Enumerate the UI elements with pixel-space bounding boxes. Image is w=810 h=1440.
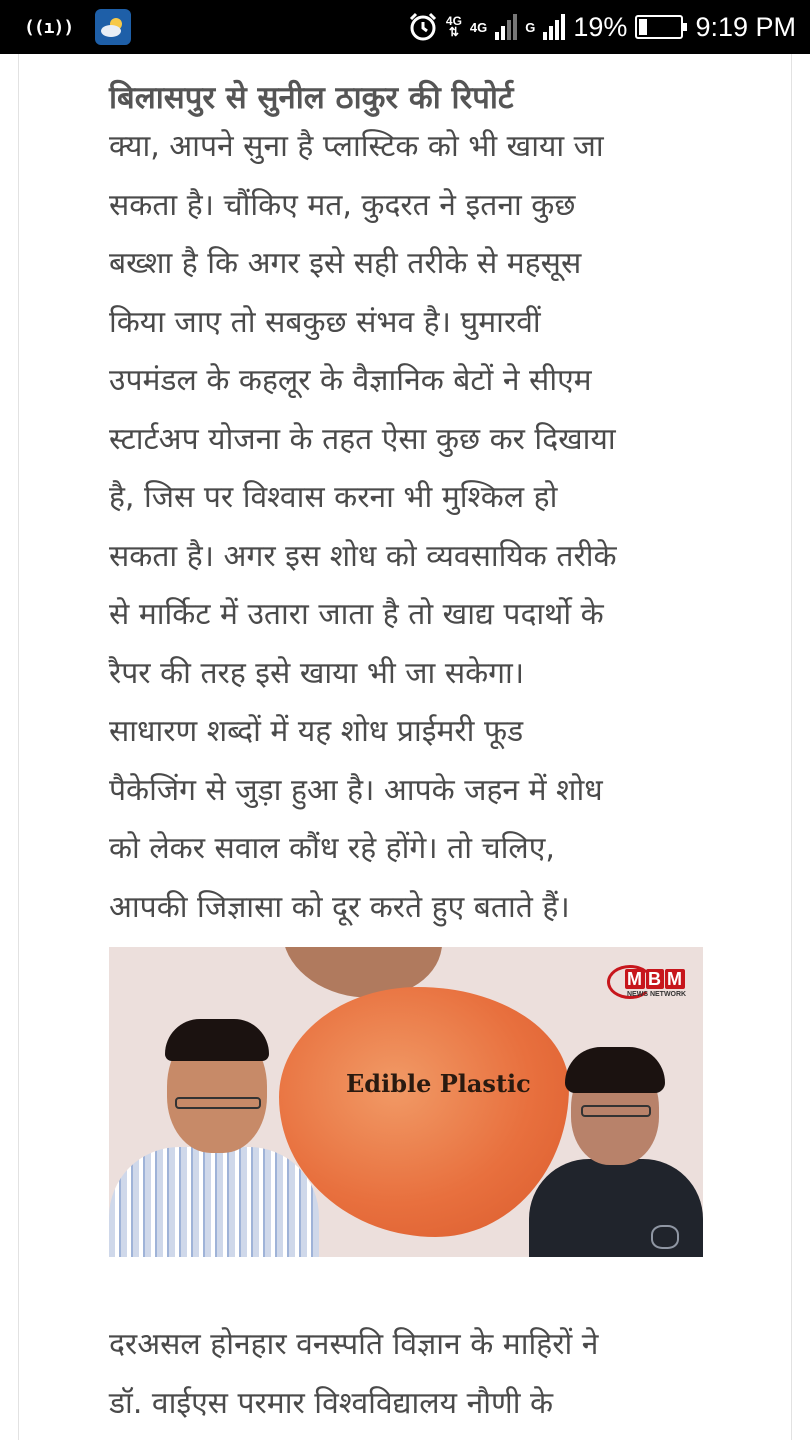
person-right-graphic: [529, 1047, 703, 1257]
paragraph-line: दरअसल होनहार वनस्पति विज्ञान के माहिरों ने: [109, 1327, 599, 1362]
article-paragraph-2: [109, 1316, 709, 1433]
signal-sim2-icon: [543, 14, 565, 40]
battery-percent: 19%: [573, 11, 628, 42]
image-caption-text: Edible Plastic: [346, 1069, 531, 1098]
net-type-label: 4G: [445, 14, 462, 28]
article-body: [109, 78, 709, 937]
paragraph-line: बख्शा है कि अगर इसे सही तरीके से महसूस: [109, 246, 582, 281]
paragraph-line: रैपर की तरह इसे खाया भी जा सकेगा।: [109, 655, 525, 691]
jacket-emblem-graphic: [651, 1225, 679, 1249]
weather-app-icon[interactable]: [95, 9, 131, 45]
paragraph-line: पैकेजिंग से जुड़ा हुआ है। आपके जहन में शोध: [109, 772, 603, 808]
paragraph-line: स्टार्टअप योजना के तहत ऐसा कुछ कर दिखाया: [109, 421, 616, 457]
signal-sim1-icon: [495, 14, 517, 40]
mbm-news-logo: M B M NEWS NETWORK: [607, 963, 701, 1003]
person-left-graphic: [109, 1007, 319, 1257]
article-page: [18, 54, 792, 1440]
hotspot-icon: ((ı)): [24, 16, 74, 38]
paragraph-line: क्या, आपने सुना है प्लास्टिक को भी खाया जा: [109, 129, 604, 164]
battery-icon: [635, 15, 683, 39]
paragraph-line: से मार्किट में उतारा जाता है तो खाद्य पदार्थो के: [109, 597, 604, 632]
status-bar: [0, 0, 810, 54]
data-activity-icon: 4G ⇅: [445, 14, 462, 39]
alarm-icon: [408, 12, 438, 42]
edible-plastic-sheet-graphic: [279, 987, 569, 1237]
paragraph-line: है, जिस पर विश्वास करना भी मुश्किल हो: [109, 480, 558, 515]
paragraph-line: सकता है। चौंकिए मत, कुदरत ने इतना कुछ: [109, 187, 576, 223]
paragraph-line: आपकी जिज्ञासा को दूर करते हुए बताते हैं।: [109, 889, 570, 925]
article-image[interactable]: [109, 947, 703, 1257]
clock: 9:19 PM: [695, 11, 796, 42]
paragraph-line: डॉ. वाईएस परमार विश्वविद्यालय नौणी के: [109, 1385, 554, 1421]
article-byline: बिलासपुर से सुनील ठाकुर की रिपोर्ट: [109, 80, 514, 116]
paragraph-line: उपमंडल के कहलूर के वैज्ञानिक बेटों ने सीएम: [109, 363, 592, 398]
paragraph-line: साधारण शब्दों में यह शोध प्राईमरी फूड: [109, 714, 524, 749]
net-letter-label: G: [525, 19, 536, 35]
paragraph-line: सकता है। अगर इस शोध को व्यवसायिक तरीके: [109, 538, 617, 574]
paragraph-line: किया जाए तो सबकुछ संभव है। घुमारवीं: [109, 304, 541, 340]
net-type-label-2: 4G: [469, 19, 488, 35]
battery-fill: [639, 19, 647, 35]
article-paragraph-1: [109, 118, 709, 937]
paragraph-line: को लेकर सवाल कौंध रहे होंगे। तो चलिए,: [109, 831, 555, 866]
